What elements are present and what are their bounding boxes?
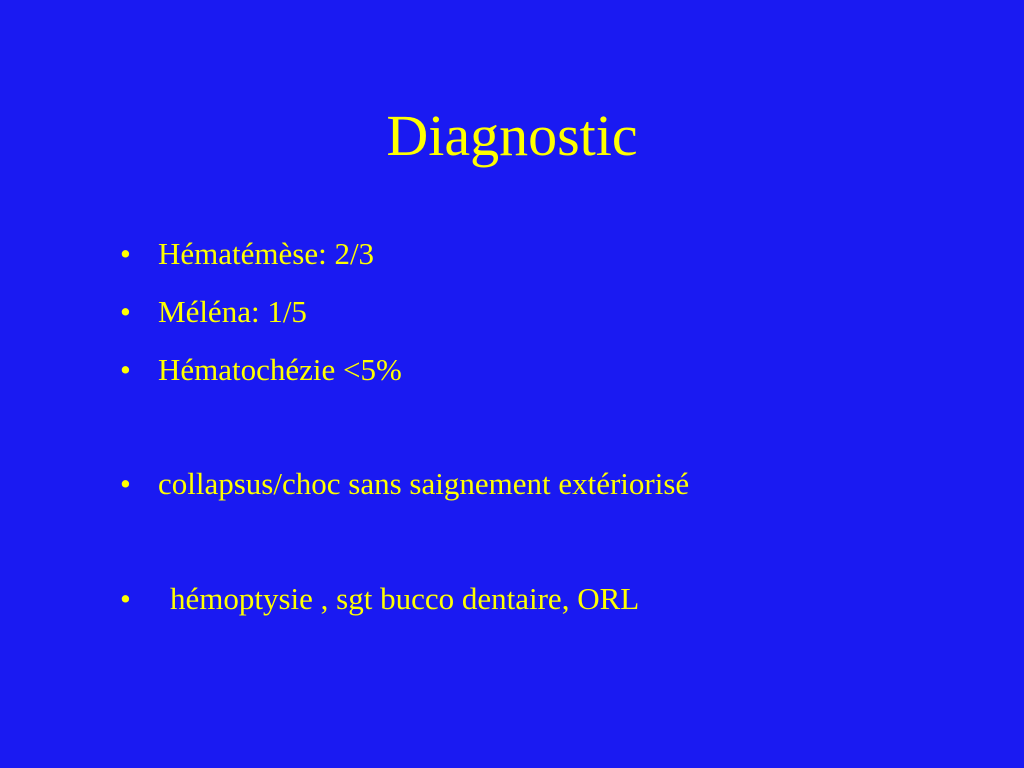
bullet-item bbox=[120, 579, 980, 619]
bullet-text: Hématochézie <5% bbox=[158, 352, 402, 387]
bullet-icon: • bbox=[120, 352, 131, 387]
bullet-item bbox=[120, 464, 980, 504]
bullet-text: Méléna: 1/5 bbox=[158, 294, 307, 329]
bullet-icon: • bbox=[120, 466, 131, 501]
bullet-icon: • bbox=[120, 581, 131, 616]
bullet-icon: • bbox=[120, 236, 131, 271]
bullet-text: Hématémèse: 2/3 bbox=[158, 236, 375, 271]
bullet-item bbox=[120, 234, 980, 274]
bullet-text: hémoptysie , sgt bucco dentaire, ORL bbox=[170, 581, 640, 616]
bullet-text: collapsus/choc sans saignement extériorisé bbox=[158, 466, 690, 501]
bullet-item bbox=[120, 350, 980, 390]
bullet-icon: • bbox=[120, 294, 131, 329]
slide-title: Diagnostic bbox=[386, 103, 638, 168]
bullet-item bbox=[120, 292, 980, 332]
